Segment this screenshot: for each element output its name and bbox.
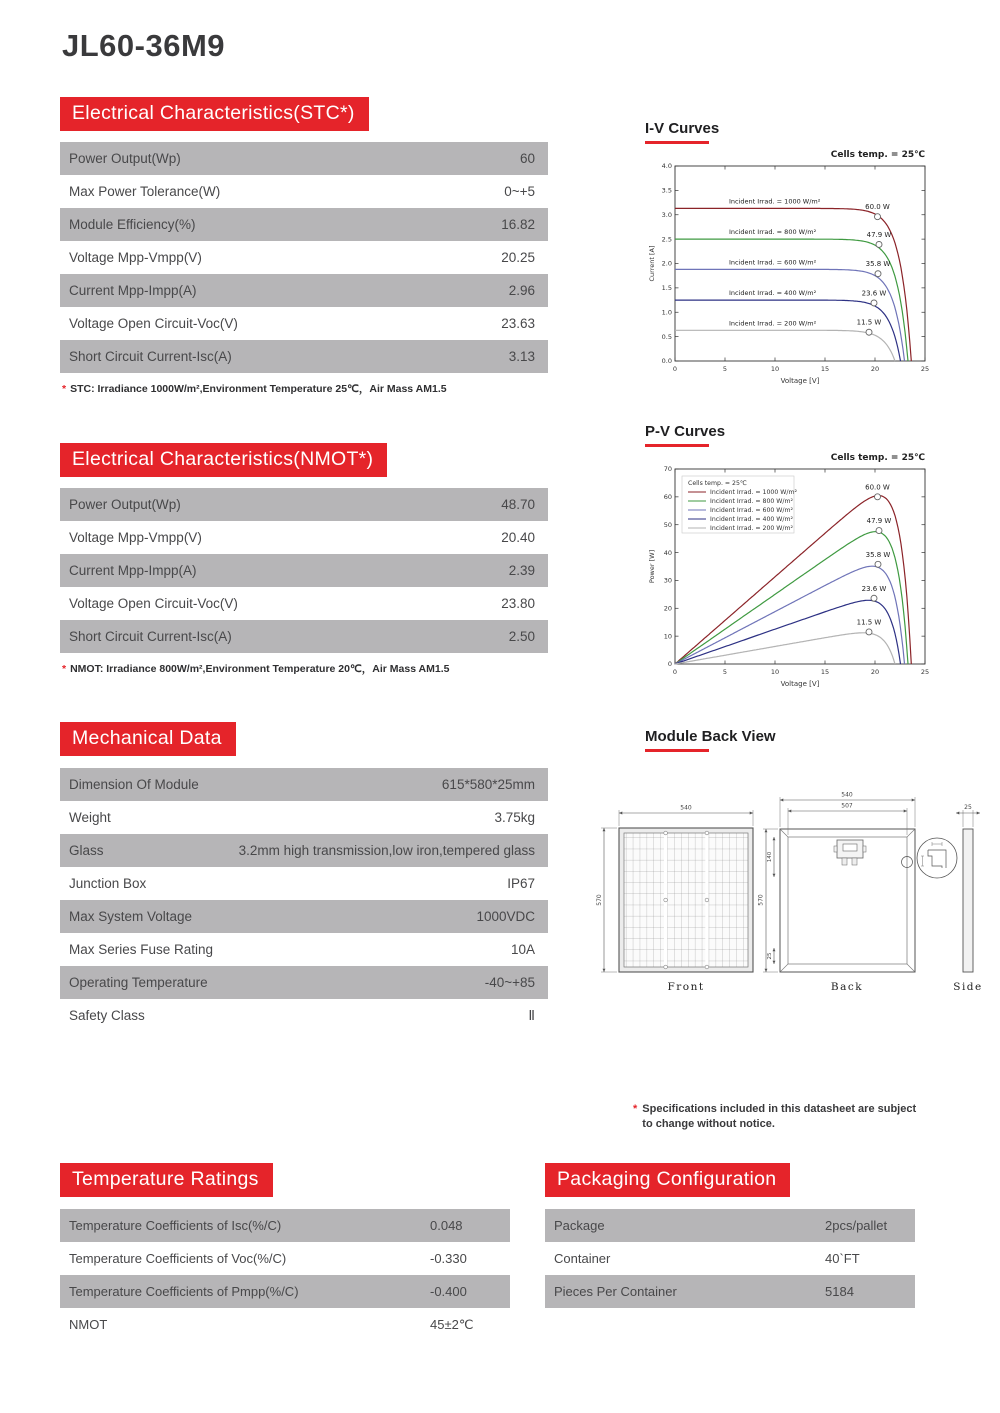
mechanical-table [60, 768, 548, 1032]
svg-text:25: 25 [920, 365, 930, 373]
row-value: 615*580*25mm [441, 777, 535, 792]
row-label: Max System Voltage [69, 909, 193, 924]
row-value: 1000VDC [476, 909, 535, 924]
svg-text:0.5: 0.5 [661, 332, 672, 341]
table-row [60, 1209, 510, 1242]
row-label: Safety Class [69, 1008, 145, 1023]
table-row [60, 867, 548, 900]
row-label: Package [554, 1218, 605, 1233]
stc-footnote [60, 381, 548, 396]
svg-text:Incident Irrad. = 200 W/m²: Incident Irrad. = 200 W/m² [729, 319, 817, 328]
section-nmot [60, 443, 548, 676]
row-value: 2.39 [508, 563, 535, 578]
row-value: IP67 [507, 876, 535, 891]
row-label: Power Output(Wp) [69, 151, 181, 166]
disclaimer-text: Specifications included in this datasheet are subject to change without notice. [642, 1103, 917, 1130]
row-value: 23.63 [501, 316, 535, 331]
row-label: Operating Temperature [69, 975, 208, 990]
pv-curves-title: P-V Curves [645, 423, 726, 440]
svg-text:50: 50 [663, 520, 672, 529]
asterisk-icon: * [62, 663, 67, 675]
svg-text:Incident Irrad. = 400 W/m²: Incident Irrad. = 400 W/m² [729, 289, 817, 298]
table-row [60, 274, 548, 307]
row-value: 45±2℃ [430, 1316, 474, 1332]
row-label: Short Circuit Current-Isc(A) [69, 629, 232, 644]
section-mechanical [60, 722, 548, 1032]
table-row [60, 521, 548, 554]
row-value: 0~+5 [504, 184, 535, 199]
svg-text:60.0 W: 60.0 W [865, 483, 890, 492]
table-row [60, 1275, 510, 1308]
table-row [545, 1209, 915, 1242]
svg-text:Cells temp. = 25℃: Cells temp. = 25℃ [830, 150, 925, 160]
row-value: -0.330 [430, 1251, 467, 1266]
section-packaging [545, 1163, 915, 1308]
svg-text:Cells temp. = 25℃: Cells temp. = 25℃ [830, 453, 925, 463]
row-value: -40~+85 [484, 975, 535, 990]
svg-text:25: 25 [920, 668, 930, 676]
row-label: Container [554, 1251, 611, 1266]
row-value: 2pcs/pallet [825, 1218, 888, 1233]
front-label: Front [667, 981, 705, 993]
svg-text:Incident Irrad. = 600 W/m²: Incident Irrad. = 600 W/m² [710, 507, 794, 514]
table-row [60, 587, 548, 620]
row-label: Dimension Of Module [69, 777, 199, 792]
table-row [60, 1308, 510, 1341]
svg-text:Incident Irrad. = 200 W/m²: Incident Irrad. = 200 W/m² [710, 525, 794, 532]
svg-text:Incident Irrad. = 1000 W/m²: Incident Irrad. = 1000 W/m² [729, 197, 821, 206]
iv-curves-title: I-V Curves [645, 120, 720, 137]
iv-plot [645, 146, 937, 396]
row-label: Max Series Fuse Rating [69, 942, 214, 957]
row-value: 3.2mm high transmission,low iron,tempered glass [238, 843, 535, 858]
svg-text:30: 30 [663, 576, 672, 585]
table-row [60, 768, 548, 801]
row-label: Weight [69, 810, 111, 825]
row-value: 16.82 [501, 217, 535, 232]
module-back-view-title: Module Back View [645, 728, 776, 745]
row-label: Junction Box [69, 876, 147, 891]
svg-text:1.5: 1.5 [661, 284, 672, 293]
row-value: 48.70 [501, 497, 535, 512]
row-value: 2.96 [508, 283, 535, 298]
front-view [596, 805, 753, 994]
row-value: 60 [519, 151, 535, 166]
section-stc [60, 97, 548, 396]
back-view [758, 792, 916, 994]
svg-text:Power [W]: Power [W] [648, 549, 656, 584]
table-row [60, 801, 548, 834]
svg-text:0: 0 [672, 668, 678, 676]
row-label: Pieces Per Container [554, 1284, 677, 1299]
row-label: Module Efficiency(%) [69, 217, 196, 232]
svg-text:Current [A]: Current [A] [648, 245, 656, 282]
svg-text:15: 15 [820, 365, 830, 373]
svg-text:4.0: 4.0 [661, 162, 672, 171]
back-height-dim: 570 [757, 894, 765, 906]
svg-text:5: 5 [722, 668, 728, 676]
row-label: Power Output(Wp) [69, 497, 181, 512]
svg-text:20: 20 [663, 604, 672, 613]
side-thickness-dim: 25 [964, 804, 972, 811]
row-value: -0.400 [430, 1284, 467, 1299]
table-row [60, 307, 548, 340]
svg-text:2.5: 2.5 [661, 235, 672, 244]
row-value: 23.80 [501, 596, 535, 611]
table-row [60, 900, 548, 933]
iv-curves-chart [645, 146, 945, 401]
row-label: Voltage Mpp-Vmpp(V) [69, 250, 202, 265]
section-header-nmot: Electrical Characteristics(NMOT*) [60, 443, 387, 477]
table-row [60, 1242, 510, 1275]
left-column [60, 28, 548, 1032]
temperature-table [60, 1209, 510, 1341]
module-back-view-section [645, 728, 776, 752]
row-label: Temperature Coefficients of Voc(%/C) [69, 1251, 287, 1266]
svg-text:0.0: 0.0 [661, 357, 672, 366]
back-width-dim: 540 [841, 791, 853, 799]
table-row [60, 142, 548, 175]
pv-curves-section [645, 423, 945, 704]
svg-text:Incident Irrad. = 1000 W/m²: Incident Irrad. = 1000 W/m² [710, 489, 797, 496]
row-label: Short Circuit Current-Isc(A) [69, 349, 232, 364]
svg-text:3.0: 3.0 [661, 210, 672, 219]
svg-text:2.0: 2.0 [661, 259, 672, 268]
row-value: 20.40 [501, 530, 535, 545]
row-value: 2.50 [508, 629, 535, 644]
row-label: Temperature Coefficients of Isc(%/C) [69, 1218, 282, 1233]
svg-text:11.5 W: 11.5 W [856, 318, 882, 327]
title-underline [645, 749, 709, 752]
svg-text:Incident Irrad. = 400 W/m²: Incident Irrad. = 400 W/m² [710, 516, 794, 523]
svg-text:10: 10 [663, 632, 672, 641]
table-row [60, 620, 548, 653]
table-row [545, 1242, 915, 1275]
footnote-text: STC: Irradiance 1000W/m²,Environment Temperature 25℃，Air Mass AM1.5 [70, 383, 447, 395]
asterisk-icon: * [633, 1103, 638, 1115]
svg-text:1.0: 1.0 [661, 308, 672, 317]
svg-text:Voltage [V]: Voltage [V] [780, 377, 820, 385]
table-row [60, 966, 548, 999]
svg-text:40: 40 [663, 548, 672, 557]
back-corner-dim: 25 [767, 952, 773, 960]
section-temperature [60, 1163, 510, 1341]
svg-text:Voltage [V]: Voltage [V] [780, 680, 820, 688]
svg-text:Incident Irrad. = 600 W/m²: Incident Irrad. = 600 W/m² [729, 258, 817, 267]
table-row [545, 1275, 915, 1308]
svg-text:20: 20 [870, 365, 880, 373]
svg-text:5: 5 [722, 365, 728, 373]
table-row [60, 488, 548, 521]
packaging-table [545, 1209, 915, 1308]
row-value: 10A [510, 942, 535, 957]
nmot-table [60, 488, 548, 653]
row-label: Current Mpp-Impp(A) [69, 563, 197, 578]
table-row [60, 175, 548, 208]
row-label: Temperature Coefficients of Pmpp(%/C) [69, 1284, 299, 1299]
svg-text:35.8 W: 35.8 W [865, 550, 891, 559]
svg-text:23.6 W: 23.6 W [861, 289, 887, 298]
table-row [60, 933, 548, 966]
table-row [60, 340, 548, 373]
back-label: Back [830, 981, 864, 993]
iv-curves-section [645, 120, 945, 401]
row-label: NMOT [69, 1317, 108, 1332]
row-value: 0.048 [430, 1218, 463, 1233]
pv-curves-chart [645, 449, 945, 704]
module-diagram [585, 782, 985, 1002]
row-value: 20.25 [501, 250, 535, 265]
pv-plot [645, 449, 937, 699]
page-title: JL60-36M9 [62, 28, 226, 63]
section-header-mechanical: Mechanical Data [60, 722, 236, 756]
corner-detail [917, 838, 957, 878]
side-view [953, 804, 983, 993]
front-width-dim: 540 [680, 804, 692, 812]
svg-text:60.0 W: 60.0 W [865, 203, 890, 212]
row-label: Voltage Open Circuit-Voc(V) [69, 596, 238, 611]
row-label: Max Power Tolerance(W) [69, 184, 221, 199]
table-row [60, 834, 548, 867]
row-label: Voltage Open Circuit-Voc(V) [69, 316, 238, 331]
svg-text:70: 70 [663, 465, 672, 474]
title-underline [645, 141, 709, 144]
svg-text:Incident Irrad. = 800 W/m²: Incident Irrad. = 800 W/m² [710, 498, 794, 505]
footnote-text: NMOT: Irradiance 800W/m²,Environment Temperature 20℃，Air Mass AM1.5 [70, 663, 450, 675]
back-inner-width-dim: 507 [841, 802, 853, 810]
row-value: Ⅱ [528, 1007, 535, 1023]
svg-text:10: 10 [770, 365, 780, 373]
svg-text:60: 60 [663, 493, 672, 502]
svg-text:10: 10 [770, 668, 780, 676]
section-header-temperature: Temperature Ratings [60, 1163, 273, 1197]
svg-text:Incident Irrad. = 800 W/m²: Incident Irrad. = 800 W/m² [729, 228, 817, 237]
row-value: 3.75kg [494, 810, 535, 825]
row-label: Voltage Mpp-Vmpp(V) [69, 530, 202, 545]
nmot-footnote [60, 661, 548, 676]
row-label: Current Mpp-Impp(A) [69, 283, 197, 298]
svg-text:35.8 W: 35.8 W [865, 260, 891, 269]
front-height-dim: 570 [596, 894, 603, 906]
row-value: 5184 [825, 1284, 854, 1299]
svg-text:3.5: 3.5 [661, 186, 672, 195]
asterisk-icon: * [62, 383, 67, 395]
svg-text:Cells temp. = 25℃: Cells temp. = 25℃ [688, 480, 747, 487]
svg-text:47.9 W: 47.9 W [866, 230, 892, 239]
stc-table [60, 142, 548, 373]
table-row [60, 554, 548, 587]
svg-text:11.5 W: 11.5 W [856, 618, 882, 627]
row-value: 40`FT [825, 1251, 860, 1266]
section-header-packaging: Packaging Configuration [545, 1163, 790, 1197]
table-row [60, 999, 548, 1032]
disclaimer-note [633, 1102, 933, 1132]
svg-text:47.9 W: 47.9 W [866, 517, 892, 526]
table-row [60, 241, 548, 274]
row-label: Glass [69, 843, 104, 858]
svg-text:0: 0 [667, 660, 672, 669]
title-underline [645, 444, 709, 447]
section-header-stc: Electrical Characteristics(STC*) [60, 97, 369, 131]
svg-text:0: 0 [672, 365, 678, 373]
svg-text:20: 20 [870, 668, 880, 676]
svg-text:15: 15 [820, 668, 830, 676]
side-label: Side [953, 981, 983, 993]
table-row [60, 208, 548, 241]
row-value: 3.13 [508, 349, 535, 364]
back-jb-offset-dim: 140 [767, 851, 773, 863]
svg-text:23.6 W: 23.6 W [861, 584, 887, 593]
